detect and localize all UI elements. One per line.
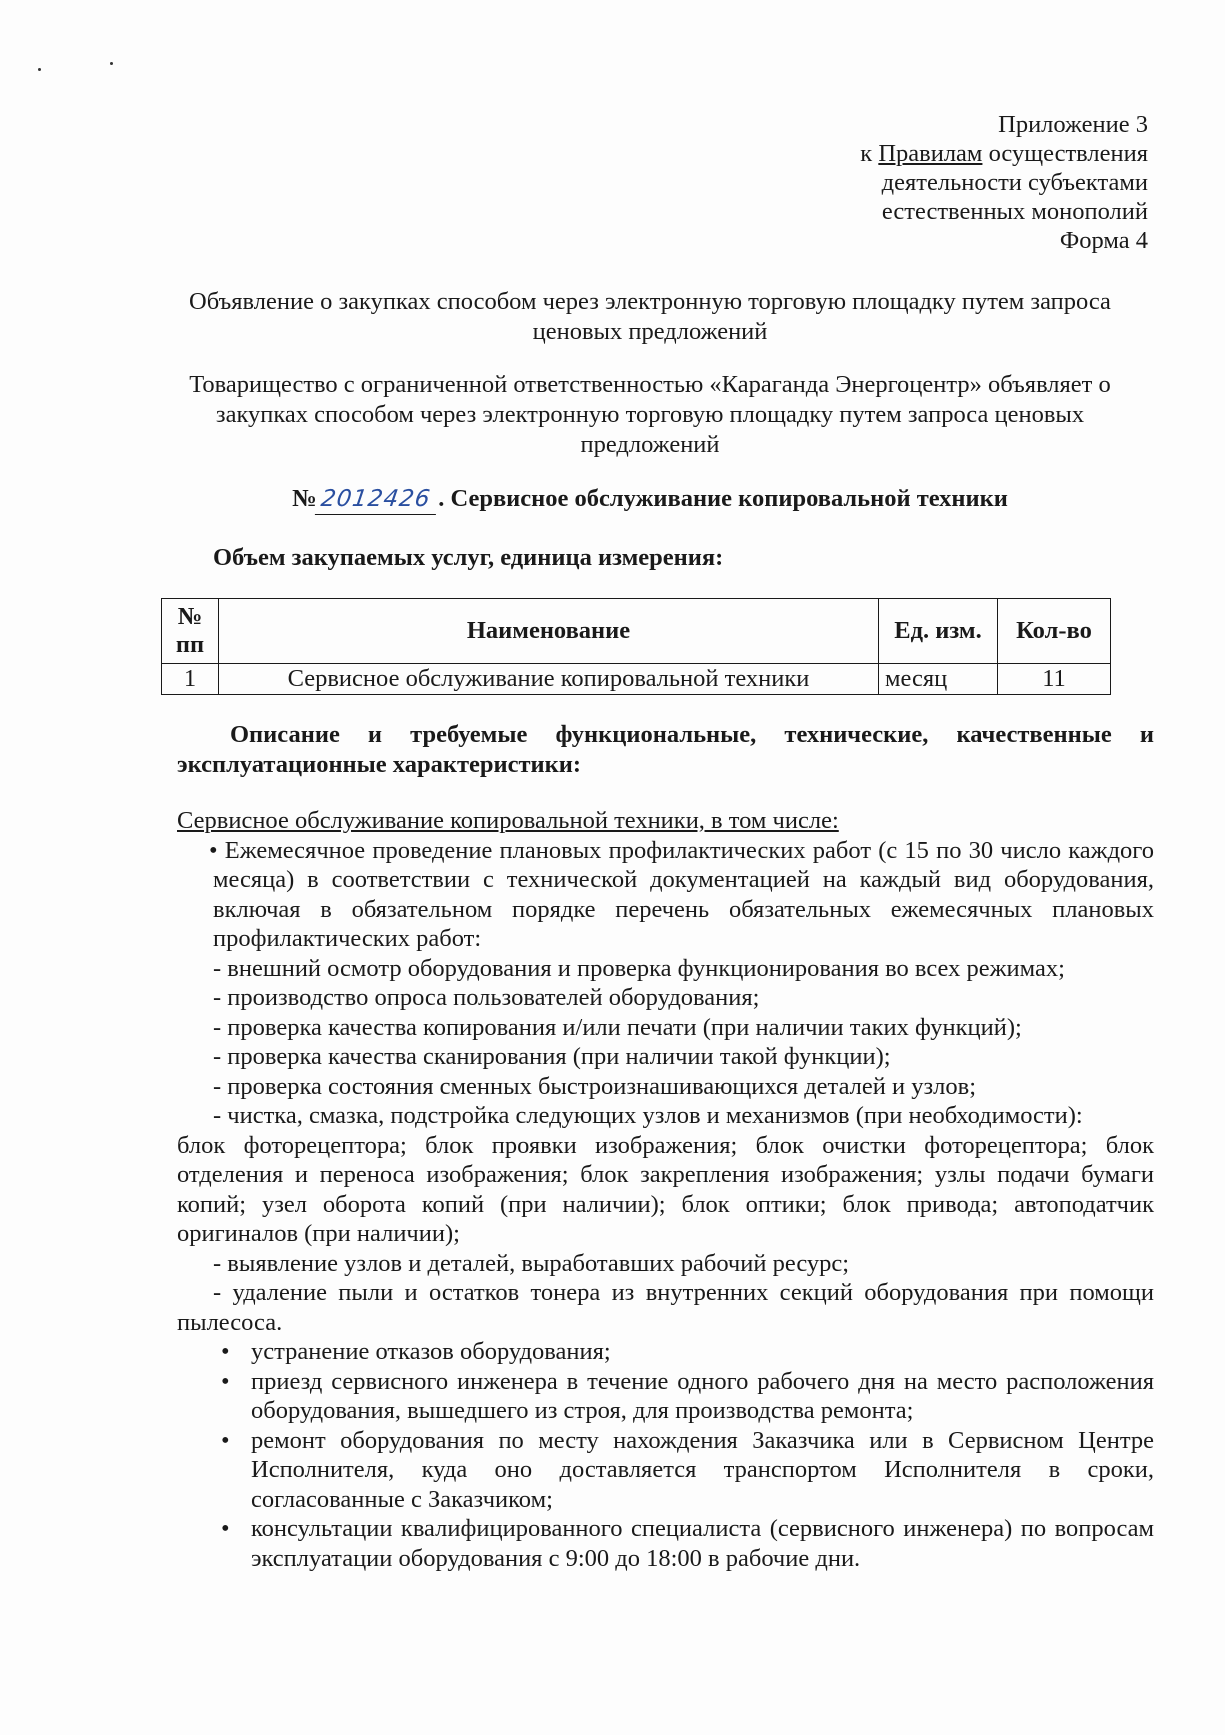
- service-intro: Сервисное обслуживание копировальной техники, в том числе:: [177, 807, 839, 834]
- description-body: [177, 806, 1154, 1573]
- announcement-title: Объявление о закупках способом через электронную торговую площадку путем запроса ценовых предложений: [189, 288, 1111, 345]
- dust-removal-paragraph: - удаление пыли и остатков тонера из внутренних секций оборудования при помощи пылесоса.: [177, 1279, 1154, 1336]
- check-item: - выявление узлов и деталей, выработавших рабочий ресурс;: [213, 1249, 850, 1277]
- lot-heading: [160, 484, 1140, 515]
- lot-title: . Сервисное обслуживание копировальной техники: [438, 485, 1008, 512]
- lot-prefix: №: [292, 485, 317, 512]
- check-item: - внешний осмотр оборудования и проверка функционирования во всех режимах;: [213, 954, 1065, 982]
- list-item: • устранение отказов оборудования;: [177, 1337, 1154, 1367]
- announcement-body: Товарищество с ограниченной ответственностью «Караганда Энергоцентр» объявляет о закупках способом через электронную торговую площадку путем запроса ценовых предложений: [189, 371, 1111, 458]
- table-header-row: [162, 599, 1111, 664]
- header-unit: Ед. изм.: [879, 599, 998, 664]
- items-table: [161, 598, 1111, 695]
- appendix-block: [860, 110, 1148, 255]
- check-item: - проверка качества сканирования (при наличии такой функции);: [213, 1043, 891, 1070]
- appendix-line4: естественных монополий: [881, 198, 1148, 225]
- lot-number-handwritten: 2012426: [315, 484, 441, 515]
- description-heading: Описание и требуемые функциональные, технические, качественные и: [230, 721, 1154, 748]
- units-paragraph: блок фоторецептора; блок проявки изображения; блок очистки фоторецептора; блок отделения и переноса изображения; блок закрепления изображения; узлы подачи бумаги копий; узел оборота копий (при наличии); блок оптики; блок привода; автоподатчик оригиналов (при наличии);: [177, 1131, 1154, 1247]
- appendix-rules-line: [860, 139, 1148, 168]
- cell-name: Сервисное обслуживание копировальной техники: [219, 664, 879, 695]
- cell-number: 1: [162, 664, 219, 695]
- cell-unit: месяц: [879, 664, 998, 695]
- rules-link[interactable]: Правилам: [878, 140, 983, 167]
- appendix-prefix: к: [860, 140, 879, 167]
- volume-heading: Объем закупаемых услуг, единица измерения:: [213, 544, 724, 571]
- list-item: • приезд сервисного инженера в течение одного рабочего дня на место расположения оборудования, вышедшего из строя, для производства ремонта;: [177, 1367, 1154, 1426]
- appendix-suffix: осуществления: [982, 140, 1148, 167]
- monthly-maintenance-paragraph: • Ежемесячное проведение плановых профилактических работ (с 15 по 30 число каждого месяца) в соответствии с технической документацией на каждый вид оборудования, включая в обязательном порядке перечень обязательных ежемесячных плановых профилактических работ:: [209, 836, 1154, 952]
- table-row: [162, 664, 1111, 695]
- form-number: Форма 4: [1059, 227, 1148, 254]
- appendix-number: Приложение 3: [998, 111, 1148, 138]
- list-item: • консультации квалифицированного специалиста (сервисного инженера) по вопросам эксплуатации оборудования с 9:00 до 18:00 в рабочие дни.: [177, 1514, 1154, 1573]
- check-item: - чистка, смазка, подстройка следующих узлов и механизмов (при необходимости):: [213, 1102, 1083, 1129]
- list-item: • ремонт оборудования по месту нахождения Заказчика или в Сервисном Центре Исполнителя, куда оно доставляется транспортом Исполнителя в сроки, согласованные с Заказчиком;: [177, 1426, 1154, 1515]
- appendix-line3: деятельности субъектами: [881, 169, 1148, 196]
- scan-speck: [38, 68, 41, 71]
- cell-quantity: 11: [998, 664, 1111, 695]
- header-quantity: Кол-во: [998, 599, 1111, 664]
- service-bullet-list: [177, 1337, 1154, 1573]
- check-item: - проверка состояния сменных быстроизнашивающихся деталей и узлов;: [213, 1072, 977, 1100]
- check-item: - производство опроса пользователей оборудования;: [213, 984, 760, 1011]
- header-name: Наименование: [219, 599, 879, 664]
- scan-speck: [110, 62, 113, 65]
- header-number: № пп: [162, 599, 219, 664]
- check-item: - проверка качества копирования и/или печати (при наличии таких функций);: [213, 1013, 1022, 1041]
- description-heading-cont: эксплуатационные характеристики:: [177, 751, 582, 778]
